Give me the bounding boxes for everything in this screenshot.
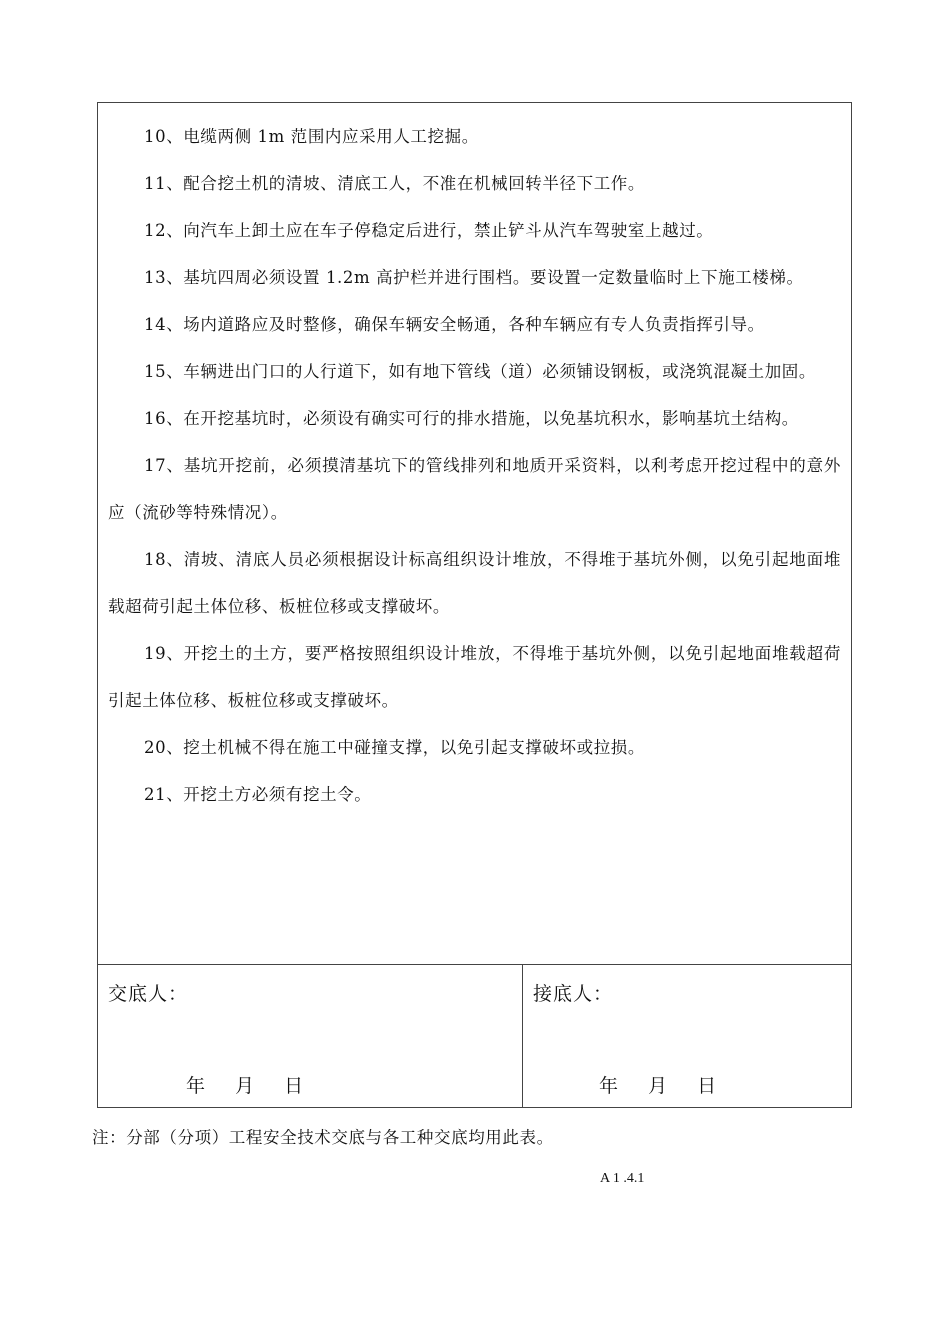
safety-item-10: 10、电缆两侧 1m 范围内应采用人工挖掘。 xyxy=(144,127,479,146)
safety-item-18: 18、清坡、清底人员必须根据设计标高组织设计堆放，不得堆于基坑外侧，以免引起地面堆载超荷引起土体位移、板桩位移或支撑破坏。 xyxy=(108,550,841,616)
safety-item-19: 19、开挖土的土方，要严格按照组织设计堆放，不得堆于基坑外侧，以免引起地面堆载超荷引起土体位移、板桩位移或支撑破坏。 xyxy=(108,644,841,710)
receiver-signature-cell xyxy=(523,965,851,1107)
giver-label: 交底人： xyxy=(108,983,189,1005)
receiver-label: 接底人： xyxy=(533,983,614,1005)
disclosure-form-table xyxy=(97,102,852,1108)
safety-item-11: 11、配合挖土机的清坡、清底工人，不准在机械回转半径下工作。 xyxy=(144,174,645,193)
form-code: A 1 .4.1 xyxy=(600,1171,645,1186)
receiver-date-day: 日 xyxy=(697,1075,718,1097)
safety-item-12: 12、向汽车上卸土应在车子停稳定后进行，禁止铲斗从汽车驾驶室上越过。 xyxy=(144,221,714,240)
safety-items-section xyxy=(98,103,851,965)
safety-item-13: 13、基坑四周必须设置 1.2m 高护栏并进行围档。要设置一定数量临时上下施工楼梯。 xyxy=(144,268,804,287)
giver-date-year: 年 xyxy=(186,1075,207,1097)
safety-item-14: 14、场内道路应及时整修，确保车辆安全畅通，各种车辆应有专人负责指挥引导。 xyxy=(144,315,765,334)
receiver-date-month: 月 xyxy=(648,1075,669,1097)
safety-item-15: 15、车辆进出门口的人行道下，如有地下管线（道）必须铺设钢板，或浇筑混凝土加固。 xyxy=(144,362,816,381)
giver-signature-cell xyxy=(98,965,523,1107)
footnote: 注：分部（分项）工程安全技术交底与各工种交底均用此表。 xyxy=(92,1128,554,1147)
signature-row xyxy=(98,965,851,1107)
safety-item-20: 20、挖土机械不得在施工中碰撞支撑，以免引起支撑破坏或拉损。 xyxy=(144,738,645,757)
safety-item-21: 21、开挖土方必须有挖土令。 xyxy=(144,785,372,804)
receiver-date-year: 年 xyxy=(599,1075,620,1097)
giver-date xyxy=(186,1071,304,1098)
giver-date-day: 日 xyxy=(284,1075,305,1097)
safety-item-17: 17、基坑开挖前，必须摸清基坑下的管线排列和地质开采资料，以利考虑开挖过程中的意外应（流砂等特殊情况）。 xyxy=(108,456,841,522)
safety-item-16: 16、在开挖基坑时，必须设有确实可行的排水措施，以免基坑积水，影响基坑土结构。 xyxy=(144,409,799,428)
giver-date-month: 月 xyxy=(235,1075,256,1097)
receiver-date xyxy=(599,1071,717,1098)
